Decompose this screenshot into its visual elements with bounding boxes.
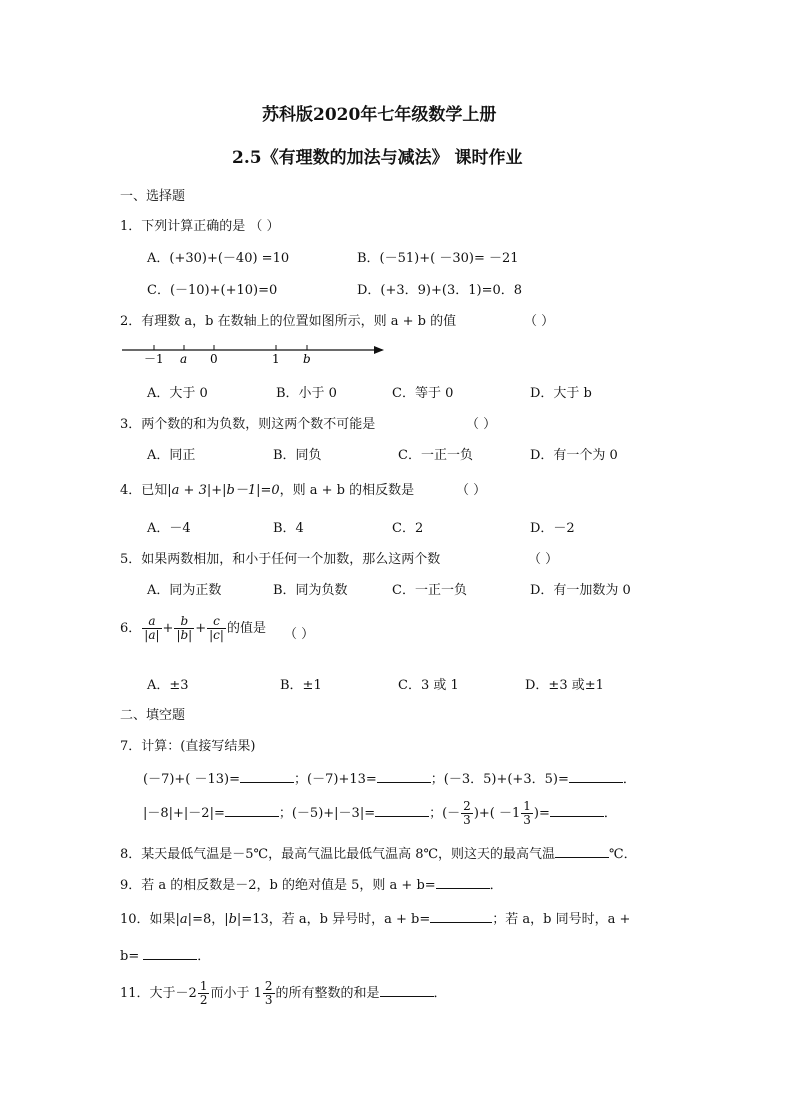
label-a: a: [180, 352, 188, 366]
q5-option-b: B．同为负数: [273, 583, 348, 598]
q4-option-a: A．－4: [147, 521, 191, 536]
q4-option-d: D．－2: [530, 521, 575, 536]
q5-paren: （ ）: [528, 552, 559, 567]
q7-r2-expr-c2: )+( －1: [473, 806, 521, 821]
q1-option-c: C．(－10)+(+10)=0: [147, 283, 278, 298]
q11-f2-num: 2: [264, 979, 273, 993]
q11-text-a: 11．大于－2: [120, 986, 197, 1001]
q4-option-c: C．2: [392, 521, 424, 536]
q6-option-a: A．±3: [147, 678, 189, 693]
q6-paren: （ ）: [284, 627, 315, 642]
q4-option-b: B．4: [273, 521, 304, 536]
title-line-1: 苏科版2020年七年级数学上册: [262, 105, 497, 125]
q6-f2-num: b: [180, 614, 189, 628]
q7-f1-den: 3: [463, 813, 471, 827]
label-zero: 0: [210, 352, 218, 366]
q7-r1-end: ．: [622, 772, 636, 787]
q6-fraction-c: [207, 615, 226, 642]
q4-stem: [120, 483, 414, 499]
q7-r1-expr-b: ；(－7)+13=: [294, 772, 377, 787]
q8-end: ℃．: [609, 847, 637, 862]
title-line-2: 2.5《有理数的加法与减法》 课时作业: [232, 148, 523, 168]
q7-f2-num: 1: [523, 799, 531, 813]
q7-r2-expr-c1: ；(－: [429, 806, 461, 821]
q11-fraction-1: [198, 980, 210, 1007]
section-heading-choice: 一、选择题: [120, 189, 186, 204]
q3-stem: 3．两个数的和为负数，则这两个数不可能是: [120, 417, 376, 432]
q9-blank[interactable]: [436, 876, 490, 889]
q9-end: ．: [489, 878, 503, 893]
q2-option-a: A．大于 0: [147, 386, 208, 401]
q10-end: ．: [197, 949, 211, 964]
q1-option-a: A．(+30)+(－40) =10: [147, 251, 290, 266]
q8-stem: [120, 845, 637, 863]
q10-abs-b: |b|: [224, 912, 242, 927]
q2-option-c: C．等于 0: [392, 386, 454, 401]
q7-f1-num: 2: [463, 799, 471, 813]
q6-option-c: C．3 或 1: [398, 678, 459, 693]
q11-end: ．: [433, 986, 447, 1001]
q2-stem: 2．有理数 a，b 在数轴上的位置如图所示，则 a + b 的值: [120, 314, 457, 329]
q11-f1-num: 1: [199, 979, 208, 993]
q7-stem: 7．计算：(直接写结果): [120, 739, 256, 754]
q6-fraction-a: [142, 615, 161, 642]
q11-blank[interactable]: [380, 984, 434, 997]
q6-f1-den: |a|: [144, 628, 160, 642]
q10-abs-a: |a|: [175, 912, 193, 927]
q6-stem: [120, 614, 266, 644]
q7-r2-expr-a: |－8|+|－2|=: [143, 806, 225, 821]
q2-paren: （ ）: [524, 314, 555, 329]
q7-fraction-1: [461, 800, 473, 827]
q10-blank-1[interactable]: [430, 910, 492, 923]
q7-r2-expr-b: ；(－5)+|－3|=: [278, 806, 376, 821]
q11-text-b: 而小于 1: [210, 986, 262, 1001]
q5-stem: 5．如果两数相加，和小于任何一个加数，那么这两个数: [120, 552, 441, 567]
q7-blank-5[interactable]: [375, 804, 429, 817]
q7-blank-1[interactable]: [240, 770, 294, 783]
q4-prefix: 4．已知: [120, 483, 168, 498]
q7-row-1: [143, 770, 636, 788]
q7-blank-6[interactable]: [550, 804, 604, 817]
q6-number: 6．: [120, 621, 142, 636]
q6-suffix: 的值是: [226, 621, 266, 636]
q2-option-b: B．小于 0: [276, 386, 337, 401]
q7-fraction-2: [521, 800, 533, 827]
q5-option-d: D．有一加数为 0: [530, 583, 631, 598]
q10-text-b: =8，: [192, 912, 225, 927]
q5-option-a: A．同为正数: [147, 583, 222, 598]
q3-option-b: B．同负: [273, 448, 322, 463]
q10-blank-2[interactable]: [143, 947, 197, 960]
q7-r1-expr-c: ；(－3．5)+(+3．5)=: [430, 772, 569, 787]
q7-f2-den: 3: [523, 813, 531, 827]
q6-option-b: B．±1: [280, 678, 322, 693]
q10-text-c: =13，若 a，b 异号时，a + b=: [241, 912, 431, 927]
label-one: 1: [272, 352, 280, 366]
q9-stem: [120, 876, 503, 894]
q6-plus-1: +: [162, 621, 174, 636]
q10-text-d: ；若 a，b 同号时，a +: [492, 912, 631, 927]
q11-f1-den: 2: [199, 993, 208, 1007]
q11-f2-den: 3: [264, 993, 273, 1007]
q8-text: 8．某天最低气温是－5℃，最高气温比最低气温高 8℃，则这天的最高气温: [120, 847, 556, 862]
q4-suffix: ，则 a + b 的相反数是: [279, 483, 415, 498]
q6-f1-num: a: [148, 614, 156, 628]
q3-option-d: D．有一个为 0: [530, 448, 618, 463]
q3-option-a: A．同正: [147, 448, 196, 463]
q10-stem: [120, 910, 630, 928]
q9-text: 9．若 a 的相反数是－2，b 的绝对值是 5，则 a + b=: [120, 878, 436, 893]
q10-text-a: 10．如果: [120, 912, 176, 927]
q7-row-2: [143, 798, 617, 830]
q8-blank[interactable]: [555, 845, 609, 858]
number-line-arrow: [374, 346, 384, 354]
q1-option-b: B．(－51)+( －30)= －21: [357, 251, 519, 266]
q2-option-d: D．大于 b: [530, 386, 592, 401]
label-b: b: [303, 352, 311, 366]
q7-blank-2[interactable]: [377, 770, 431, 783]
q4-paren: （ ）: [456, 483, 487, 498]
section-heading-fill: 二、填空题: [120, 708, 186, 723]
q11-stem: [120, 978, 447, 1010]
q7-blank-3[interactable]: [569, 770, 623, 783]
q6-option-d: D．±3 或±1: [525, 678, 604, 693]
q10-line-2: [120, 947, 210, 965]
q6-fraction-b: [174, 615, 194, 642]
q7-blank-4[interactable]: [225, 804, 279, 817]
q7-r2-end: ．: [603, 806, 617, 821]
q3-option-c: C．一正一负: [398, 448, 473, 463]
label-minus-one: －1: [144, 352, 164, 366]
q7-r2-expr-c3: )=: [533, 806, 550, 821]
q10-line2-text: b=: [120, 949, 140, 964]
number-line: [118, 340, 388, 366]
q4-expression: |a + 3|+|b－1|=0: [167, 483, 280, 498]
q6-f3-den: |c|: [209, 628, 224, 642]
q7-r1-expr-a: (－7)+( －13)=: [143, 772, 241, 787]
q6-plus-2: +: [195, 621, 207, 636]
q3-paren: （ ）: [466, 417, 497, 432]
q1-option-d: D．(+3．9)+(3．1)=0．8: [357, 283, 523, 298]
q5-option-c: C．一正一负: [392, 583, 467, 598]
q6-f3-num: c: [213, 614, 220, 628]
q11-fraction-2: [263, 980, 275, 1007]
q11-text-c: 的所有整数的和是: [275, 986, 380, 1001]
q6-f2-den: |b|: [176, 628, 193, 642]
q1-stem: 1．下列计算正确的是 （ ）: [120, 219, 280, 234]
